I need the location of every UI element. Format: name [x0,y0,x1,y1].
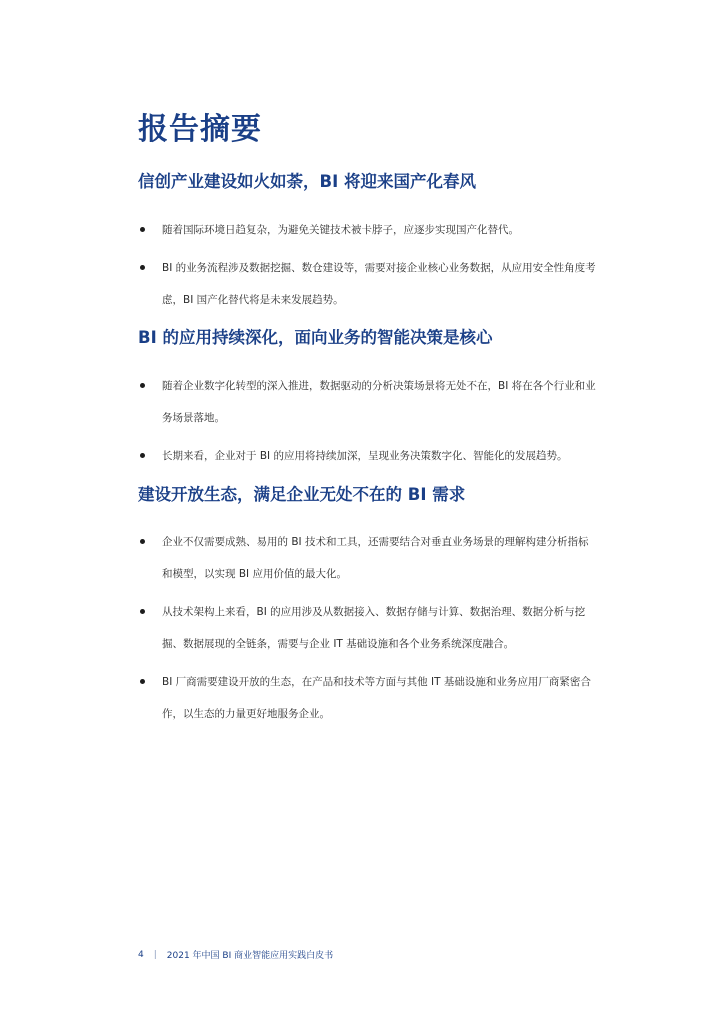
section-3 [138,483,598,730]
section-1 [138,170,598,316]
bullet-list [138,214,598,316]
section-heading: 建设开放生态，满足企业无处不在的 BI 需求 [138,485,466,504]
page-title: 报告摘要 [138,112,262,147]
bullet-list [138,370,598,472]
section-heading: 信创产业建设如火如荼，BI 将迎来国产化春风 [138,172,476,191]
bullet-item: 随着企业数字化转型的深入推进，数据驱动的分析决策场景将无处不在，BI 将在各个行业和业务场景落地。 [138,370,598,434]
bullet-item: BI 的业务流程涉及数据挖掘、数仓建设等，需要对接企业核心业务数据，从应用安全性角度考虑，BI 国产化替代将是未来发展趋势。 [138,252,598,316]
bullet-item: 从技术架构上来看，BI 的应用涉及从数据接入、数据存储与计算、数据治理、数据分析与挖掘、数据展现的全链条，需要与企业 IT 基础设施和各个业务系统深度融合。 [138,596,598,660]
section-heading: BI 的应用持续深化，面向业务的智能决策是核心 [138,328,493,347]
bullet-item: BI 厂商需要建设开放的生态，在产品和技术等方面与其他 IT 基础设施和业务应用厂商紧密合作，以生态的力量更好地服务企业。 [138,666,598,730]
bullet-item: 长期来看，企业对于 BI 的应用将持续加深，呈现业务决策数字化、智能化的发展趋势。 [138,440,598,472]
bullet-item: 企业不仅需要成熟、易用的 BI 技术和工具，还需要结合对垂直业务场景的理解构建分析指标和模型，以实现 BI 应用价值的最大化。 [138,526,598,590]
page-footer [138,948,333,961]
bullet-list [138,526,598,730]
section-2 [138,326,598,472]
bullet-item: 随着国际环境日趋复杂，为避免关键技术被卡脖子，应逐步实现国产化替代。 [138,214,598,246]
footer-separator: | [153,949,157,960]
page-number: 4 [138,949,144,960]
footer-doc-title: 2021 年中国 BI 商业智能应用实践白皮书 [166,951,334,961]
